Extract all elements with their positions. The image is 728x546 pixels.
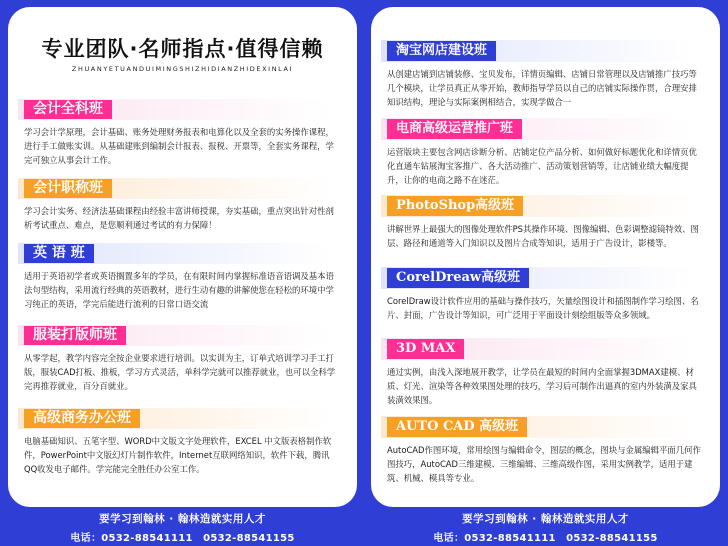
course-description: 学习会计学原理，会计基础、账务处理财务报表和电算化以及全套的实务操作课程，进行手工做账实训。从基础建账到编制会计报表、报税、开票等，全套实务课程，学完可独立从事会计工作。 [24,127,334,166]
course-title-bar [381,118,710,140]
course-description: 讲解世界上最强大的图像处理软件PS其操作环境、图像编辑、色彩调整滤镜特效、图层、路径和通道等入门知识以及图片合成等知识，适用于广告设计，影楼等。 [387,224,699,249]
course-title: AUTO CAD 高级班 [387,417,527,437]
course-ecommerce-ops [381,118,710,188]
course-coreldraw [381,267,710,322]
course-description: 从零学起，教学内容完全按企业要求进行培训。以实训为主，订单式培训学习手工打版，服装CAD打板、推板，学习方式灵活，单科学完就可以推荐就业，也可以全科学完再推荐就业，百分百就业。 [24,353,336,392]
course-accounting-full [18,99,347,168]
page-title: 专业团队·名师指点·值得信赖 [41,37,324,61]
course-photoshop [381,195,710,250]
course-title-bar [18,408,347,429]
course-title-bar [18,178,347,199]
course-title-bar [381,416,710,438]
course-title: CorelDreaw高级班 [387,268,529,288]
course-description: 电脑基础知识、五笔字型、WORD中文版文字处理软件，EXCEL 中文版表格制作软件，PowerPoint中文版幻灯片制作软件，Internet互联网络知识，软件下载，腾讯QQ收发电子邮件。学完能完全胜任办公室工作。 [24,436,332,475]
left-panel [8,7,357,507]
course-autocad [381,416,710,486]
course-title: 会计全科班 [24,100,112,119]
course-garment-pattern [18,325,347,394]
course-title: 电商高级运营推广班 [387,119,522,139]
footer-slogan: 要学习到翰林 · 翰林造就实用人才 [462,513,629,525]
footer-phone: 电话：0532-88541111 0532-88541155 [70,533,295,544]
course-title-bar [18,99,347,120]
left-footer [8,511,357,544]
course-english [18,243,347,312]
course-taobao-shop [381,40,710,110]
course-title-bar [381,338,710,360]
course-title-bar [381,267,710,289]
course-title: 淘宝网店建设班 [387,41,496,61]
course-description: AutoCAD作图环境，常用绘图与编辑命令，图层的概念，图块与金属编辑平面几何作图技巧，AutoCAD三维建模、三维编辑、三维高级作图，采用实例教学，适用于建筑、机械、模具等专业。 [387,445,701,484]
course-title: 服装打版师班 [24,326,126,345]
course-description: CorelDraw设计软件应用的基础与操作技巧，矢量绘图设计和插图制作学习绘图、名片、封面，广告设计等知识，可广泛用于平面设计刻绘组版等众多领域。 [387,296,699,321]
course-description: 适用于英语初学者或英语搁置多年的学员，在有限时间内掌握标准语音语调及基本语法句型结构，采用流行经典的英语教材，进行生动有趣的讲解使您在轻松的环境中学习纯正的英语，学完后能进行流利的日常口语交流 [24,271,334,310]
course-title: 高级商务办公班 [24,409,140,428]
course-title: PhotoShop高级班 [387,196,523,216]
course-description: 学习会计实务、经济法基础课程由经验丰富讲师授课，夯实基础，重点突出针对性剖析考试重点、难点，是您顺利通过考试的有力保障！ [24,206,334,231]
course-description: 通过实例，由浅入深地展开教学，让学员在最短的时间内全面掌握3DMAX建模、材质、灯光、渲染等各种效果图处理的技巧，学习后可制作出逼真的室内外装潢及家具装潢效果图。 [387,367,697,406]
course-title: 英 语 班 [24,244,94,263]
course-accounting-title [18,178,347,232]
footer-slogan: 要学习到翰林 · 翰林造就实用人才 [99,513,266,525]
course-description: 从创建店铺到店铺装修、宝贝发布，详情页编辑、店铺日常管理以及店铺推广技巧等几个模块，让学员真正从零开始，教师指导学员以自己的店铺实际操作贯，合理安排知识结构，理论与实际案例相结合，实现学做合一 [387,69,697,108]
course-3dmax [381,338,710,408]
course-title-bar [18,325,347,346]
course-title-bar [381,40,710,62]
course-business-office [18,408,347,477]
right-panel [371,7,720,507]
footer-phone: 电话：0532-88541111 0532-88541155 [433,533,658,544]
course-description: 运营版块主要包含网店诊断分析、店铺定位产品分析、如何做好标题优化和详情页优化直通车钻展淘宝客推广、各大活动推广、活动策划营销等，让店铺业绩大幅度提升，让你的电商之路不在迷茫。 [387,147,697,186]
course-title: 会计职称班 [24,179,112,198]
page-subtitle: ZHUANYETUANDUIMINGSHIZHIDIANZHIDEXINLAI [71,65,294,73]
course-title: 3D MAX [387,339,464,359]
course-title-bar [18,243,347,264]
right-footer [371,511,720,544]
course-title-bar [381,195,710,217]
